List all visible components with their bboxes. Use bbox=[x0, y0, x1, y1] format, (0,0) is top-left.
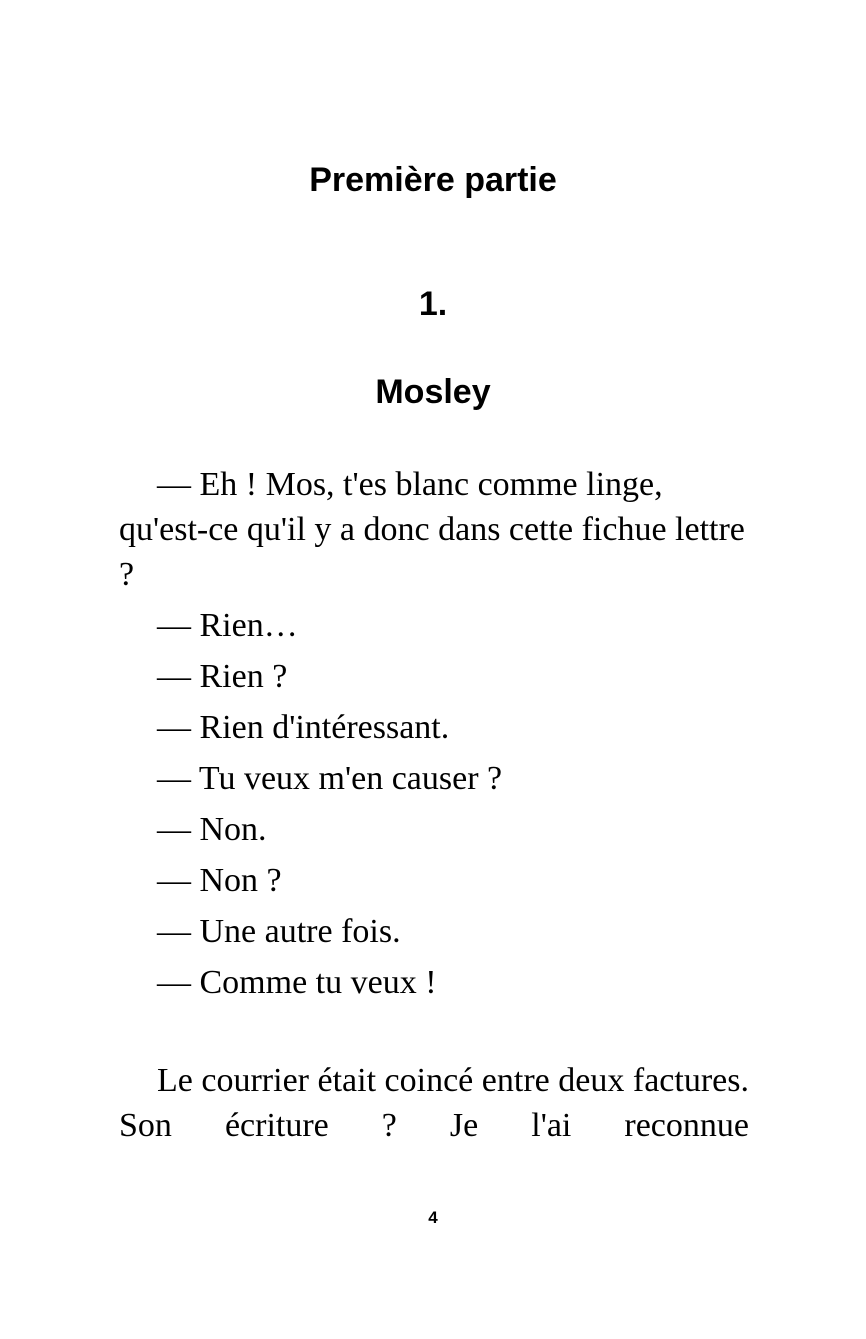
dialogue-line: — Non. bbox=[157, 811, 267, 848]
dialogue-line: — Comme tu veux ! bbox=[157, 964, 437, 1001]
dialogue-line: — Eh ! Mos, t'es blanc comme linge, qu'est-ce qu'il y a donc dans cette fichue lettre ? bbox=[119, 466, 745, 593]
page-number: 4 bbox=[428, 1208, 438, 1227]
dialogue-block bbox=[119, 462, 749, 1005]
dialogue-line: — Rien d'intéressant. bbox=[157, 709, 450, 746]
narrative-block bbox=[119, 1058, 749, 1148]
dialogue-line: — Une autre fois. bbox=[157, 913, 401, 950]
body-text bbox=[119, 462, 749, 1148]
chapter-title: Mosley bbox=[375, 373, 491, 411]
dialogue-line: — Rien… bbox=[157, 607, 298, 644]
dialogue-line: — Tu veux m'en causer ? bbox=[157, 760, 503, 797]
part-title: Première partie bbox=[309, 161, 557, 199]
narrative-paragraph: Le courrier était coincé entre deux factures. Son écriture ? Je l'ai reconnue bbox=[119, 1062, 749, 1144]
dialogue-line: — Rien ? bbox=[157, 658, 288, 695]
chapter-number: 1. bbox=[418, 285, 448, 323]
dialogue-line: — Non ? bbox=[157, 862, 282, 899]
